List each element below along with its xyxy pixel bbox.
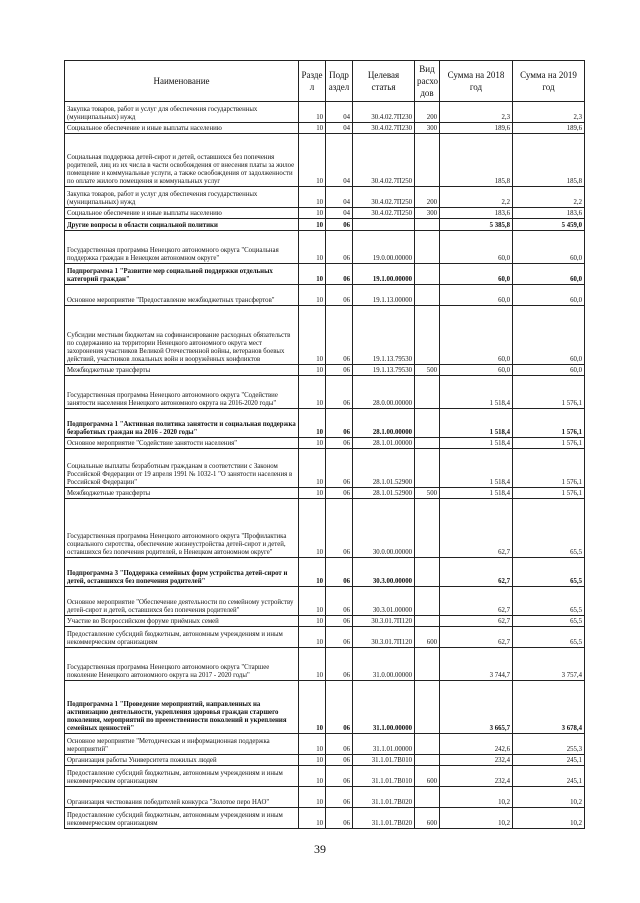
- table-row: [65, 734, 585, 755]
- row-razdel: 10: [299, 134, 326, 187]
- row-sum-2018: 3 665,7: [440, 681, 513, 734]
- row-sum-2019: 10,2: [513, 787, 585, 808]
- row-sum-2018: 10,2: [440, 787, 513, 808]
- row-article: 19.0.00.00000: [353, 231, 415, 264]
- row-vid: 500: [415, 488, 440, 499]
- row-article: 31.1.01.00000: [353, 734, 415, 755]
- row-name: Основное мероприятие "Предоставление межбюджетных трансфертов": [65, 285, 299, 306]
- row-sum-2019: 60,0: [513, 231, 585, 264]
- table-row: [65, 285, 585, 306]
- row-podrazdel: 04: [326, 134, 353, 187]
- row-podrazdel: 04: [326, 208, 353, 219]
- row-sum-2019: 1 576,1: [513, 438, 585, 449]
- row-podrazdel: 06: [326, 648, 353, 681]
- table-row: [65, 123, 585, 134]
- table-row: [65, 134, 585, 187]
- row-podrazdel: 06: [326, 231, 353, 264]
- table-row: [65, 616, 585, 627]
- row-article: 31.1.01.7В020: [353, 808, 415, 829]
- row-sum-2019: 65,5: [513, 499, 585, 558]
- row-sum-2018: 1 518,4: [440, 438, 513, 449]
- row-vid: [415, 648, 440, 681]
- table-row: [65, 365, 585, 376]
- row-vid: [415, 231, 440, 264]
- row-vid: [415, 409, 440, 438]
- row-name: Социальная поддержка детей-сирот и детей, оставшихся без попечения родителей, лиц из их числа в части освобождения от внесения платы за жилое помещение и коммунальные услуги, а также освобождения от задолженности по оплате жилого помещения и коммунальных услуг: [65, 134, 299, 187]
- table-row: [65, 438, 585, 449]
- row-name: Основное мероприятие "Методическая и информационная поддержка мероприятий": [65, 734, 299, 755]
- row-name: Социальное обеспечение и иные выплаты населению: [65, 123, 299, 134]
- row-razdel: 10: [299, 187, 326, 208]
- table-row: [65, 264, 585, 285]
- table-row: [65, 648, 585, 681]
- table-row: [65, 409, 585, 438]
- row-article: 30.4.02.7П230: [353, 123, 415, 134]
- page-number: 39: [314, 842, 326, 856]
- header-sum-2019: Сумма на 2019 год: [513, 61, 585, 102]
- header-podrazdel: Подр аздел: [326, 61, 353, 102]
- row-razdel: 10: [299, 616, 326, 627]
- row-article: 19.1.13.79530: [353, 365, 415, 376]
- row-name: Государственная программа Ненецкого автономного округа "Социальная поддержка граждан в Ненецком автономном округе": [65, 231, 299, 264]
- row-razdel: 10: [299, 499, 326, 558]
- row-vid: 500: [415, 365, 440, 376]
- row-sum-2018: 62,7: [440, 616, 513, 627]
- row-name: Основное мероприятие "Содействие занятости населения": [65, 438, 299, 449]
- table-row: [65, 499, 585, 558]
- row-razdel: 10: [299, 681, 326, 734]
- table-row: [65, 208, 585, 219]
- row-sum-2018: 2,2: [440, 187, 513, 208]
- row-article: 31.1.01.7В020: [353, 787, 415, 808]
- row-vid: 300: [415, 208, 440, 219]
- table-body: [65, 102, 585, 829]
- row-vid: [415, 787, 440, 808]
- row-name: Государственная программа Ненецкого автономного округа "Старшее поколение Ненецкого автономного округа на 2017 - 2020 годы": [65, 648, 299, 681]
- row-name: Участие во Всероссийском форуме приёмных семей: [65, 616, 299, 627]
- row-razdel: 10: [299, 558, 326, 587]
- row-vid: [415, 285, 440, 306]
- table-row: [65, 587, 585, 616]
- row-razdel: 10: [299, 734, 326, 755]
- row-razdel: 10: [299, 755, 326, 766]
- row-article: 31.1.01.7В010: [353, 766, 415, 787]
- row-podrazdel: 06: [326, 734, 353, 755]
- row-sum-2018: 2,3: [440, 102, 513, 123]
- table-header-row: [65, 61, 585, 102]
- row-name: Предоставление субсидий бюджетным, автономным учреждениям и иным некоммерческим организациям: [65, 766, 299, 787]
- header-name: Наименование: [65, 61, 299, 102]
- row-podrazdel: 06: [326, 449, 353, 488]
- row-article: [353, 219, 415, 231]
- row-podrazdel: 06: [326, 587, 353, 616]
- row-vid: [415, 449, 440, 488]
- row-sum-2018: 185,8: [440, 134, 513, 187]
- row-sum-2018: 1 518,4: [440, 449, 513, 488]
- table-row: [65, 755, 585, 766]
- row-vid: [415, 219, 440, 231]
- row-name: Организация работы Университета пожилых людей: [65, 755, 299, 766]
- row-sum-2019: 1 576,1: [513, 376, 585, 409]
- row-article: 30.4.02.7П250: [353, 208, 415, 219]
- row-vid: [415, 499, 440, 558]
- row-sum-2018: 62,7: [440, 558, 513, 587]
- header-razdel: Разде л: [299, 61, 326, 102]
- row-vid: 600: [415, 808, 440, 829]
- table-row: [65, 488, 585, 499]
- row-vid: 200: [415, 187, 440, 208]
- row-razdel: 10: [299, 264, 326, 285]
- row-article: 31.1.01.7В010: [353, 755, 415, 766]
- row-sum-2018: 60,0: [440, 285, 513, 306]
- budget-table: [64, 60, 585, 829]
- row-article: 28.1.01.00000: [353, 438, 415, 449]
- row-podrazdel: 06: [326, 219, 353, 231]
- table-row: [65, 449, 585, 488]
- row-sum-2018: 232,4: [440, 755, 513, 766]
- table-row: [65, 627, 585, 648]
- row-article: 28.1.01.52900: [353, 488, 415, 499]
- row-name: Государственная программа Ненецкого автономного округа "Профилактика социального сиротства, обеспечение жизнеустройства детей-сирот и детей, оставшихся без попечения родителей, в Ненецком автономном округе": [65, 499, 299, 558]
- row-name: Другие вопросы в области социальной политики: [65, 219, 299, 231]
- row-sum-2019: 65,5: [513, 627, 585, 648]
- row-article: 19.1.13.79530: [353, 306, 415, 365]
- row-vid: [415, 558, 440, 587]
- row-name: Предоставление субсидий бюджетным, автономным учреждениям и иным некоммерческим организациям: [65, 627, 299, 648]
- row-razdel: 10: [299, 231, 326, 264]
- row-vid: 200: [415, 102, 440, 123]
- row-name: Межбюджетные трансферты: [65, 488, 299, 499]
- row-sum-2018: 232,4: [440, 766, 513, 787]
- row-sum-2019: 1 576,1: [513, 488, 585, 499]
- row-sum-2018: 62,7: [440, 587, 513, 616]
- row-sum-2018: 1 518,4: [440, 488, 513, 499]
- row-sum-2018: 3 744,7: [440, 648, 513, 681]
- row-sum-2018: 60,0: [440, 264, 513, 285]
- row-sum-2019: 2,2: [513, 187, 585, 208]
- row-article: 19.1.00.00000: [353, 264, 415, 285]
- row-name: Организация чествования победителей конкурса "Золотое перо НАО": [65, 787, 299, 808]
- row-article: 30.4.02.7П250: [353, 134, 415, 187]
- row-sum-2019: 183,6: [513, 208, 585, 219]
- row-sum-2018: 183,6: [440, 208, 513, 219]
- row-razdel: 10: [299, 808, 326, 829]
- table-row: [65, 187, 585, 208]
- row-vid: [415, 438, 440, 449]
- row-sum-2019: 245,1: [513, 755, 585, 766]
- table-row: [65, 787, 585, 808]
- row-razdel: 10: [299, 219, 326, 231]
- row-podrazdel: 04: [326, 102, 353, 123]
- row-razdel: 10: [299, 306, 326, 365]
- row-podrazdel: 06: [326, 499, 353, 558]
- row-vid: 600: [415, 627, 440, 648]
- row-article: 19.1.13.00000: [353, 285, 415, 306]
- row-podrazdel: 04: [326, 123, 353, 134]
- row-name: Субсидии местным бюджетам на софинансирование расходных обязательств по содержанию на территории Ненецкого автономного округа мест захоронения участников Великой Отечественной войны, ветеранов боевых действий, участников локальных войн и вооружённых конфликтов: [65, 306, 299, 365]
- row-podrazdel: 06: [326, 681, 353, 734]
- row-podrazdel: 06: [326, 616, 353, 627]
- row-razdel: 10: [299, 766, 326, 787]
- table-row: [65, 219, 585, 231]
- row-vid: [415, 755, 440, 766]
- row-sum-2018: 10,2: [440, 808, 513, 829]
- row-razdel: 10: [299, 787, 326, 808]
- row-sum-2019: 60,0: [513, 306, 585, 365]
- row-name: Социальное обеспечение и иные выплаты населению: [65, 208, 299, 219]
- row-article: 28.0.00.00000: [353, 376, 415, 409]
- row-sum-2019: 2,3: [513, 102, 585, 123]
- row-razdel: 10: [299, 449, 326, 488]
- row-podrazdel: 06: [326, 306, 353, 365]
- row-vid: [415, 376, 440, 409]
- row-razdel: 10: [299, 123, 326, 134]
- row-name: Подпрограмма 1 "Проведение мероприятий, направленных на активизацию деятельности, укрепления здоровья граждан старшего поколения, мероприятий по преемственности поколений и укрепления семейных ценностей": [65, 681, 299, 734]
- row-sum-2019: 65,5: [513, 616, 585, 627]
- row-name: Подпрограмма 1 "Развитие мер социальной поддержки отдельных категорий граждан": [65, 264, 299, 285]
- row-vid: [415, 616, 440, 627]
- row-razdel: 10: [299, 409, 326, 438]
- row-vid: [415, 134, 440, 187]
- row-name: Государственная программа Ненецкого автономного округа "Содействие занятости населения Ненецкого автономного округа на 2016-2020 годы": [65, 376, 299, 409]
- row-podrazdel: 06: [326, 264, 353, 285]
- row-name: Межбюджетные трансферты: [65, 365, 299, 376]
- row-name: Закупка товаров, работ и услуг для обеспечения государственных (муниципальных) нужд: [65, 102, 299, 123]
- row-article: 30.3.01.00000: [353, 587, 415, 616]
- row-article: 30.3.01.7П120: [353, 616, 415, 627]
- row-sum-2018: 1 518,4: [440, 409, 513, 438]
- row-razdel: 10: [299, 587, 326, 616]
- row-vid: [415, 681, 440, 734]
- row-sum-2019: 5 459,0: [513, 219, 585, 231]
- row-sum-2018: 62,7: [440, 499, 513, 558]
- row-sum-2018: 60,0: [440, 306, 513, 365]
- header-article: Целевая статья: [353, 61, 415, 102]
- row-sum-2019: 65,5: [513, 558, 585, 587]
- row-sum-2019: 10,2: [513, 808, 585, 829]
- row-name: Подпрограмма 1 "Активная политика занятости и социальная поддержка безработных граждан на 2016 - 2020 годы": [65, 409, 299, 438]
- table-row: [65, 558, 585, 587]
- row-vid: [415, 264, 440, 285]
- row-podrazdel: 06: [326, 808, 353, 829]
- row-razdel: 10: [299, 208, 326, 219]
- row-vid: 600: [415, 766, 440, 787]
- row-sum-2019: 65,5: [513, 587, 585, 616]
- row-name: Предоставление субсидий бюджетным, автономным учреждениям и иным некоммерческим организациям: [65, 808, 299, 829]
- row-razdel: 10: [299, 365, 326, 376]
- table-row: [65, 681, 585, 734]
- table-row: [65, 102, 585, 123]
- row-podrazdel: 06: [326, 627, 353, 648]
- row-razdel: 10: [299, 488, 326, 499]
- row-article: 30.3.01.7П120: [353, 627, 415, 648]
- row-sum-2019: 255,3: [513, 734, 585, 755]
- header-vid: Вид расхо дов: [415, 61, 440, 102]
- row-name: Закупка товаров, работ и услуг для обеспечения государственных (муниципальных) нужд: [65, 187, 299, 208]
- row-razdel: 10: [299, 285, 326, 306]
- row-podrazdel: 06: [326, 558, 353, 587]
- row-sum-2019: 1 576,1: [513, 409, 585, 438]
- row-sum-2018: 62,7: [440, 627, 513, 648]
- row-podrazdel: 06: [326, 755, 353, 766]
- row-sum-2019: 60,0: [513, 365, 585, 376]
- row-sum-2019: 3 678,4: [513, 681, 585, 734]
- row-razdel: 10: [299, 627, 326, 648]
- row-vid: 300: [415, 123, 440, 134]
- row-article: 28.1.00.00000: [353, 409, 415, 438]
- row-article: 30.3.00.00000: [353, 558, 415, 587]
- table-row: [65, 808, 585, 829]
- row-sum-2018: 5 385,8: [440, 219, 513, 231]
- row-sum-2019: 60,0: [513, 285, 585, 306]
- row-sum-2018: 60,0: [440, 231, 513, 264]
- row-razdel: 10: [299, 648, 326, 681]
- row-razdel: 10: [299, 102, 326, 123]
- row-article: 30.0.00.00000: [353, 499, 415, 558]
- row-sum-2019: 245,1: [513, 766, 585, 787]
- row-article: 31.1.00.00000: [353, 681, 415, 734]
- row-sum-2018: 1 518,4: [440, 376, 513, 409]
- table-row: [65, 306, 585, 365]
- row-name: Подпрограмма 3 "Поддержка семейных форм устройства детей-сирот и детей, оставшихся без попечения родителей": [65, 558, 299, 587]
- row-podrazdel: 06: [326, 488, 353, 499]
- row-podrazdel: 06: [326, 438, 353, 449]
- row-razdel: 10: [299, 376, 326, 409]
- row-podrazdel: 06: [326, 365, 353, 376]
- row-podrazdel: 04: [326, 187, 353, 208]
- row-sum-2018: 242,6: [440, 734, 513, 755]
- row-razdel: 10: [299, 438, 326, 449]
- row-sum-2019: 60,0: [513, 264, 585, 285]
- row-sum-2019: 1 576,1: [513, 449, 585, 488]
- row-vid: [415, 306, 440, 365]
- row-sum-2019: 3 757,4: [513, 648, 585, 681]
- row-article: 31.0.00.00000: [353, 648, 415, 681]
- row-podrazdel: 06: [326, 409, 353, 438]
- row-sum-2018: 60,0: [440, 365, 513, 376]
- row-article: 30.4.02.7П230: [353, 102, 415, 123]
- row-vid: [415, 587, 440, 616]
- row-podrazdel: 06: [326, 376, 353, 409]
- row-name: Социальные выплаты безработным гражданам в соответствии с Законом Российской Федерации от 19 апреля 1991 № 1032-1 "О занятости населения в Российской Федерации": [65, 449, 299, 488]
- row-name: Основное мероприятие "Обеспечение деятельности по семейному устройству детей-сирот и детей, оставшихся без попечения родителей": [65, 587, 299, 616]
- table-row: [65, 766, 585, 787]
- header-sum-2018: Сумма на 2018 год: [440, 61, 513, 102]
- row-article: 30.4.02.7П250: [353, 187, 415, 208]
- table-row: [65, 376, 585, 409]
- row-podrazdel: 06: [326, 787, 353, 808]
- row-sum-2019: 189,6: [513, 123, 585, 134]
- row-vid: [415, 734, 440, 755]
- table-row: [65, 231, 585, 264]
- row-sum-2019: 185,8: [513, 134, 585, 187]
- row-article: 28.1.01.52900: [353, 449, 415, 488]
- row-sum-2018: 189,6: [440, 123, 513, 134]
- row-podrazdel: 06: [326, 766, 353, 787]
- row-podrazdel: 06: [326, 285, 353, 306]
